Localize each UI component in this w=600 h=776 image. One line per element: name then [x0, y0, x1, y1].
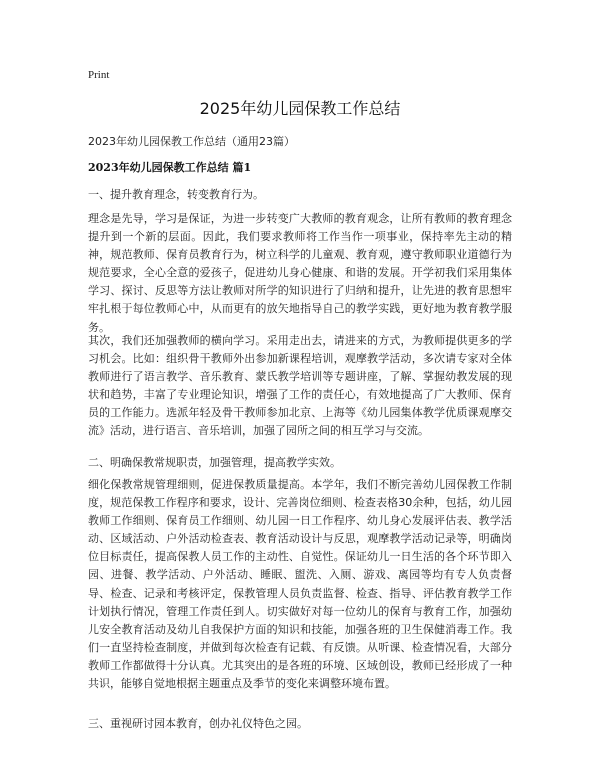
section-title: 2023年幼儿园保教工作总结 篇1: [88, 161, 252, 174]
print-link[interactable]: Print: [88, 69, 110, 81]
document-title: 2025年幼儿园保教工作总结: [199, 99, 401, 118]
section-heading-2: 二、明确保教常规职责，加强管理，提高教学实效。: [88, 456, 341, 469]
section-heading-1: 一、提升教育理念，转变教育行为。: [88, 188, 264, 201]
paragraph-1: 理念是先导，学习是保证，为进一步转变广大教师的教育观念，让所有教师的教育理念提升到一个新的层面。因此，我们要求教师将工作当作一项事业，保持率先主动的精神，规范教师、保育员教育行为，树立科学的儿童观、教育观，遵守教师职业道德行为规范要求，全心全意的爱孩子，促进幼儿身心健康、和谐的发展。开学初我们采用集体学习、探讨、反思等方法让教师对所学的知识进行了归纳和提升，让先进的教育思想牢牢扎根于每位教师心中，从而更有的放矢地指导自己的教学实践，更好地为教育教学服务。: [88, 212, 512, 334]
paragraph-3: 细化保教常规管理细则，促进保教质量提高。本学年，我们不断完善幼儿园保教工作制度，规范保教工作程序和要求，设计、完善岗位细则、检查表格30余种，包括，幼儿园教师工作细则、保育员工作细则、幼儿园一日工作程序、幼儿身心发展评估表、教学活动、区域活动、户外活动检查表、教育活动设计与反思，观摩教学活动记录等，明确岗位目标责任，提高保教人员工作的主动性、自觉性。保证幼儿一日生活的各个环节即入园、进餐、教学活动、户外活动、睡眠、盥洗、入厕、游戏、离园等均有专人负责督导、检查、记录和考核评定，保教管理人员负责监督、检查、指导、评估教育教学工作计划执行情况，管理工作责任到人。切实做好对每一位幼儿的保育与教育工作，加强幼儿安全教育活动及幼儿自我保护方面的知识和技能，加强各班的卫生保健消毒工作。我们一直坚持检查制度，并做到每次检查有记载、有反馈。从听课、检查情况看，大部分教师工作都做得十分认真。尤其突出的是各班的环境、区域创设，教师已经形成了一种共识，能够自觉地根据主题重点及季节的变化来调整环境布置。: [88, 478, 512, 691]
paragraph-2: 其次，我们还加强教师的横向学习。采用走出去，请进来的方式，为教师提供更多的学习机会。比如：组织骨干教师外出参加新课程培训，观摩教学活动，多次请专家对全体教师进行了语言教学、音乐教育、蒙氏教学培训等专题讲座，了解、掌握幼教发展的现状和趋势，丰富了专业理论知识，增强了工作的责任心，有效地提高了广大教师、保育员的工作能力。选派年轻及骨干教师参加北京、上海等《幼儿园集体教学优质课观摩交流》活动，进行语言、音乐培训，加强了园所之间的相互学习与交流。: [88, 334, 512, 438]
section-heading-3: 三、重视研讨园本教育，创办礼仪特色之园。: [88, 717, 308, 730]
document-subtitle: 2023年幼儿园保教工作总结（通用23篇）: [88, 135, 295, 148]
